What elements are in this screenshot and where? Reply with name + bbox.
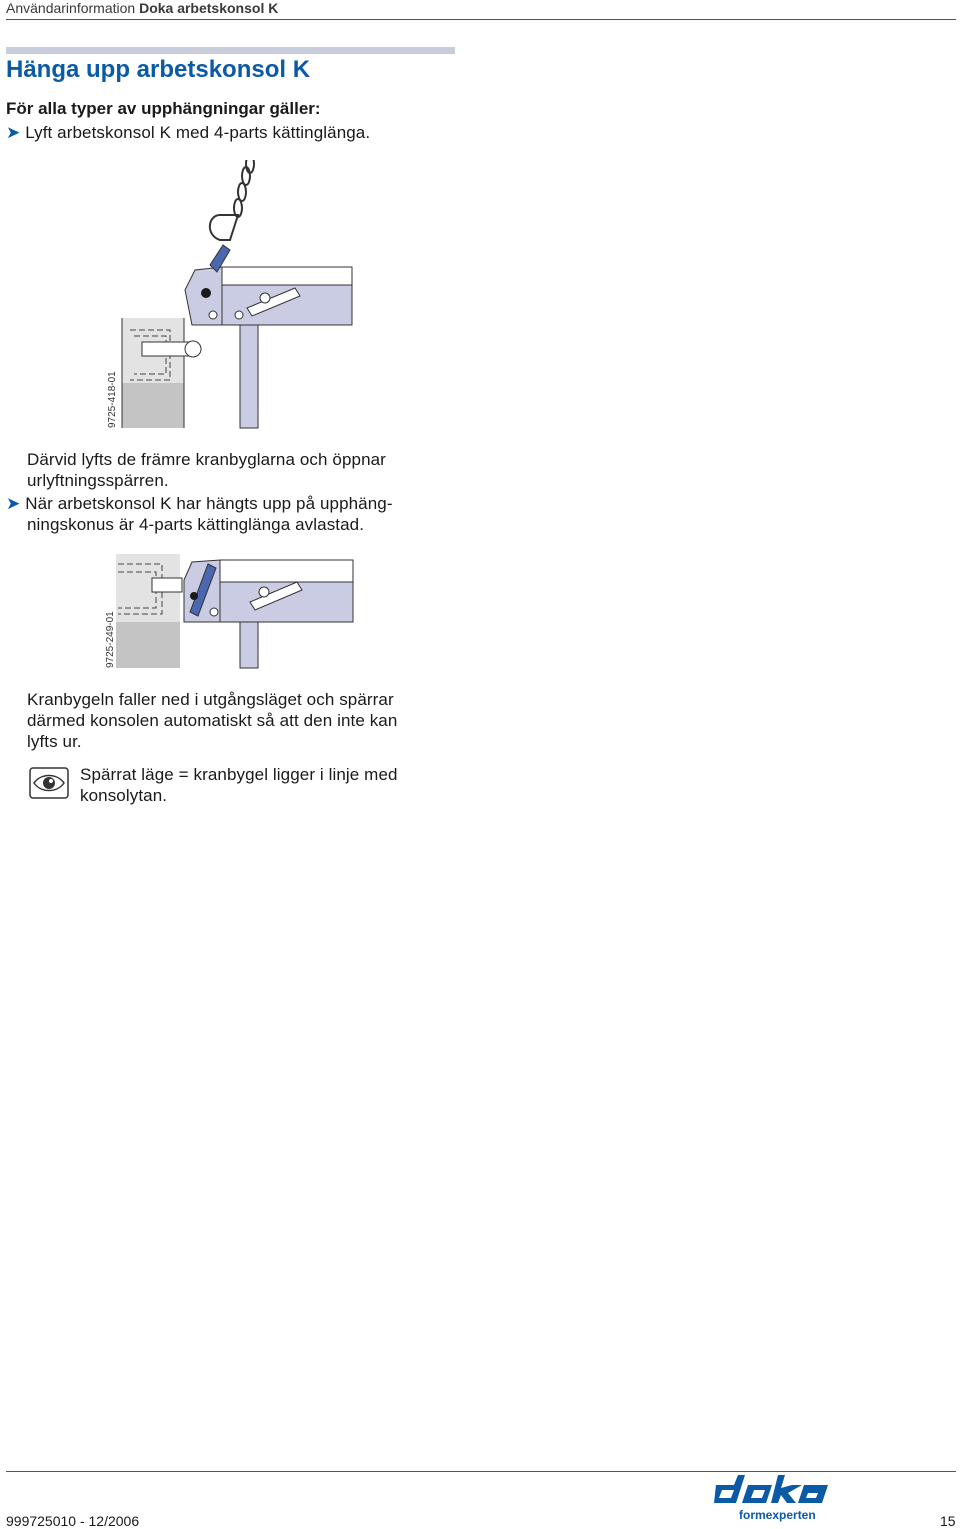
step-2-line-1: När arbetskonsol K har hängts upp på upphäng- [25,494,393,513]
step-1-text: Lyft arbetskonsol K med 4-parts kättinglänga. [25,123,371,142]
figure-2-illustration [112,552,357,670]
header-divider [6,19,956,20]
bracket-post [240,622,258,668]
paragraph-1-line-1: Därvid lyfts de främre kranbyglarna och öppnar [27,450,386,469]
title-accent-bar [6,47,455,54]
figure-1-illustration [100,160,360,432]
document-number: 999725010 - 12/2006 [6,1513,140,1529]
running-header [6,0,278,16]
paragraph-2-line-3: lyfts ur. [27,732,82,751]
paragraph-1-line-2: urlyftningsspärren. [27,471,169,490]
note-line-2: konsolytan. [80,786,168,805]
step-1 [6,122,370,143]
eye-icon [29,767,69,799]
figure-2-label: 9725-249-01 [105,611,116,668]
paragraph-2-line-1: Kranbygeln faller ned i utgångsläget och spärrar [27,690,394,709]
bracket-post [240,325,258,428]
step-2 [6,493,393,514]
header-section: Användarinformation [6,0,136,16]
figure-1-label: 9725-418-01 [107,371,118,428]
lifting-hook [210,215,238,240]
step-arrow-icon: ➤ [6,123,21,142]
step-arrow-icon: ➤ [6,494,21,513]
doka-logo [712,1475,852,1509]
paragraph-2-line-2: därmed konsolen automatiskt så att den inte kan [27,711,398,730]
logo-tagline: formexperten [739,1508,816,1522]
page-title: Hänga upp arbetskonsol K [6,56,311,83]
chain [234,160,254,217]
suspension-cone [152,578,182,592]
footer-divider [6,1471,956,1472]
note-line-1: Spärrat läge = kranbygel ligger i linje med [80,765,398,784]
page-number: 15 [940,1513,956,1529]
step-2-line-2: ningskonus är 4-parts kättinglänga avlastad. [27,515,365,534]
header-product: Doka arbetskonsol K [139,0,279,16]
subheading: För alla typer av upphängningar gäller: [6,99,321,118]
